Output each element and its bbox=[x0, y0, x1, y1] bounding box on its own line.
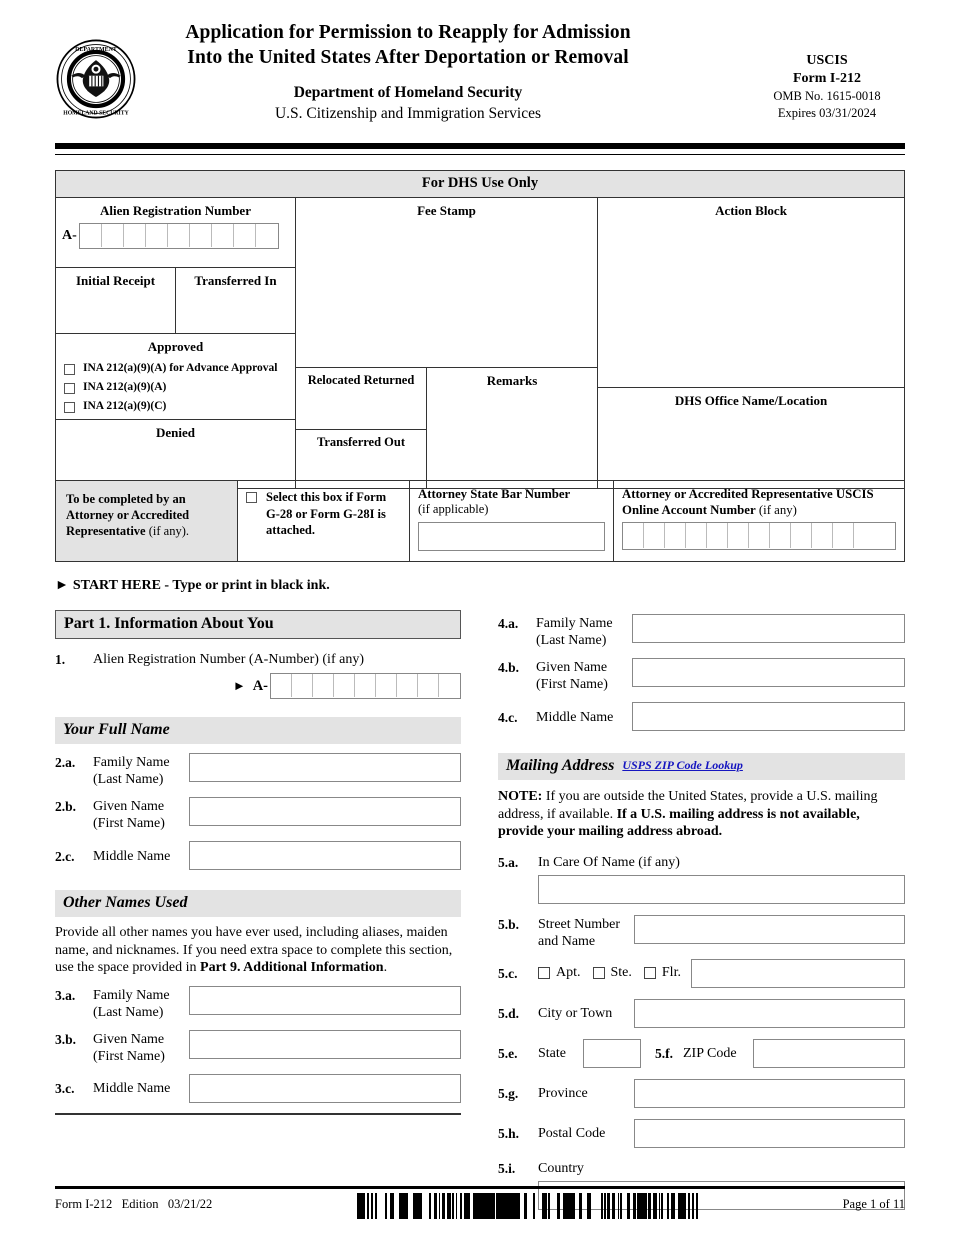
header-rule-thick bbox=[55, 143, 905, 149]
comb-cell[interactable] bbox=[707, 523, 728, 548]
comb-cell[interactable] bbox=[256, 224, 278, 247]
svg-text:HOMELAND SECURITY: HOMELAND SECURITY bbox=[63, 110, 129, 117]
comb-cell[interactable] bbox=[124, 224, 146, 247]
expiration-date: Expires 03/31/2024 bbox=[777, 106, 877, 120]
comb-cell[interactable] bbox=[728, 523, 749, 548]
item-5h-input[interactable] bbox=[634, 1119, 905, 1148]
item-5a-input[interactable] bbox=[538, 875, 905, 904]
item-5h-number: 5.h. bbox=[498, 1126, 520, 1141]
dhs-approved-option-row[interactable] bbox=[64, 400, 295, 413]
dhs-transferred-in-cell[interactable] bbox=[176, 268, 295, 333]
field-input[interactable] bbox=[632, 702, 905, 731]
uscis-label: USCIS bbox=[806, 53, 848, 68]
field-label bbox=[536, 658, 632, 693]
mailing-note-text: If you are outside the United States, provide a U.S. mailing address, if available. bbox=[498, 789, 878, 822]
field-label-line-2: (Last Name) bbox=[93, 1004, 164, 1020]
start-here-instruction bbox=[55, 578, 330, 594]
item-5e-number: 5.e. bbox=[498, 1046, 518, 1061]
dhs-use-only-title: For DHS Use Only bbox=[56, 171, 904, 198]
comb-cell[interactable] bbox=[791, 523, 812, 548]
item-5e-input[interactable] bbox=[583, 1039, 641, 1068]
dhs-approved-option-label: INA 212(a)(9)(A) bbox=[83, 381, 167, 393]
dhs-seal-icon bbox=[55, 38, 137, 120]
dhs-fee-stamp-label: Fee Stamp bbox=[417, 203, 476, 218]
field-number: 4.a. bbox=[498, 616, 519, 631]
item-5d-label: City or Town bbox=[538, 1006, 613, 1021]
barcode-bar bbox=[357, 1193, 365, 1219]
dhs-column-right bbox=[598, 198, 904, 488]
attorney-g28-cell[interactable] bbox=[238, 481, 410, 561]
comb-cell[interactable] bbox=[313, 674, 334, 697]
field-input[interactable] bbox=[189, 986, 461, 1015]
comb-cell[interactable] bbox=[190, 224, 212, 247]
field-label-line-1: Family Name bbox=[536, 616, 613, 631]
name-field-row bbox=[55, 841, 461, 870]
field-label-line-2: (First Name) bbox=[93, 1048, 165, 1064]
other-names-used-heading: Other Names Used bbox=[55, 890, 461, 917]
item-5f-label: ZIP Code bbox=[683, 1046, 737, 1061]
triangle-right-icon: ► bbox=[232, 678, 246, 693]
g28-attached-label: Select this box if Form G-28 or Form G-28I is attached. bbox=[266, 490, 387, 537]
name-field-row bbox=[55, 753, 461, 788]
item-5f-input[interactable] bbox=[753, 1039, 905, 1068]
ste-checkbox[interactable] bbox=[593, 967, 605, 979]
field-label-line-1: Given Name bbox=[536, 660, 608, 675]
ste-label: Ste. bbox=[610, 965, 632, 980]
dhs-office-label: DHS Office Name/Location bbox=[674, 393, 828, 408]
dhs-denied-label: Denied bbox=[156, 425, 195, 440]
comb-cell[interactable] bbox=[397, 674, 418, 697]
part-1-heading: Part 1. Information About You bbox=[55, 610, 461, 639]
other-names-instruction bbox=[55, 924, 461, 977]
comb-cell[interactable] bbox=[644, 523, 665, 548]
field-number: 3.b. bbox=[55, 1031, 77, 1047]
form-footer bbox=[55, 1193, 905, 1219]
your-full-name-rows bbox=[55, 753, 461, 870]
dhs-remarks-label: Remarks bbox=[486, 373, 538, 388]
dhs-approved-label: Approved bbox=[147, 339, 204, 354]
dhs-use-only-block bbox=[55, 170, 905, 489]
item-5c-number: 5.c. bbox=[498, 966, 518, 981]
dhs-a-number-input[interactable] bbox=[79, 223, 279, 249]
dhs-a-prefix: A- bbox=[62, 228, 77, 243]
field-label-line-1: Given Name bbox=[93, 1031, 165, 1047]
dhs-denied-cell[interactable] bbox=[56, 419, 295, 465]
barcode-bar bbox=[696, 1193, 698, 1219]
left-column bbox=[55, 610, 461, 1103]
comb-cell[interactable] bbox=[749, 523, 770, 548]
field-number: 2.c. bbox=[55, 848, 75, 864]
field-input[interactable] bbox=[189, 841, 461, 870]
item-5g-input[interactable] bbox=[634, 1079, 905, 1108]
name-field-row bbox=[498, 702, 905, 731]
item-5b-input[interactable] bbox=[634, 915, 905, 944]
dhs-approved-option-checkbox[interactable] bbox=[64, 402, 75, 413]
question-1-input-row bbox=[55, 673, 461, 699]
item-5i-label: Country bbox=[538, 1160, 584, 1176]
field-input[interactable] bbox=[189, 753, 461, 782]
field-label bbox=[93, 1079, 189, 1097]
page-title-line-2: Into the United States After Deportation or Removal bbox=[187, 47, 629, 68]
comb-cell[interactable] bbox=[102, 224, 124, 247]
item-5b-label-line-2: and Name bbox=[538, 933, 596, 949]
attorney-online-account-label: Attorney or Accredited Representative USCIS Online Account Number bbox=[622, 487, 874, 517]
name-field-row bbox=[55, 1030, 461, 1065]
attorney-bar-number-sublabel: (if applicable) bbox=[418, 502, 489, 516]
field-label bbox=[536, 614, 632, 649]
comb-cell[interactable] bbox=[271, 674, 292, 697]
dhs-remarks-cell[interactable] bbox=[427, 368, 597, 488]
dhs-column-middle bbox=[296, 198, 598, 488]
field-input[interactable] bbox=[189, 1074, 461, 1103]
comb-cell[interactable] bbox=[812, 523, 833, 548]
field-label-line-1: Middle Name bbox=[93, 1081, 171, 1096]
other-names-rows bbox=[55, 986, 461, 1103]
agency-name: Department of Homeland Security bbox=[293, 84, 523, 101]
other-names-instruction-bold: Part 9. Additional Information bbox=[200, 960, 384, 975]
apt-label: Apt. bbox=[556, 965, 581, 980]
field-input[interactable] bbox=[632, 614, 905, 643]
field-input[interactable] bbox=[189, 1030, 461, 1059]
dhs-approved-option-row[interactable] bbox=[64, 362, 295, 375]
dhs-initial-receipt-cell[interactable] bbox=[56, 268, 176, 333]
dhs-column-left bbox=[56, 198, 296, 488]
field-label-line-1: Middle Name bbox=[536, 709, 614, 725]
other-names-instruction-part-1: Provide all other names you have ever used, including aliases, maiden name, and nicknames. If you need extra space to complete this section, use the space provided in bbox=[55, 925, 453, 975]
attorney-instruction-normal: (if any). bbox=[145, 524, 189, 538]
dhs-fee-stamp-cell[interactable] bbox=[296, 198, 597, 368]
comb-cell[interactable] bbox=[665, 523, 686, 548]
dhs-relocated-returned-label: Relocated Returned bbox=[307, 373, 415, 387]
field-label-line-2: (Last Name) bbox=[93, 772, 164, 787]
field-label-line-2: (Last Name) bbox=[536, 633, 607, 648]
attorney-bar-number-label: Attorney State Bar Number bbox=[418, 487, 571, 501]
other-names-instruction-part-2: . bbox=[383, 960, 388, 975]
comb-cell[interactable] bbox=[334, 674, 355, 697]
comb-cell[interactable] bbox=[234, 224, 256, 247]
item-5d-input[interactable] bbox=[634, 999, 905, 1028]
other-names-rows-continued bbox=[498, 614, 905, 731]
comb-cell[interactable] bbox=[168, 224, 190, 247]
field-label bbox=[93, 753, 189, 788]
attorney-instruction-bold: To be completed by an Attorney or Accredited Representative bbox=[66, 492, 190, 538]
svg-text:DEPARTMENT: DEPARTMENT bbox=[75, 47, 117, 54]
form-meta-block bbox=[742, 52, 912, 122]
item-5g-number: 5.g. bbox=[498, 1086, 519, 1101]
comb-cell[interactable] bbox=[770, 523, 791, 548]
item-5a-label: In Care Of Name (if any) bbox=[538, 854, 680, 870]
comb-cell[interactable] bbox=[686, 523, 707, 548]
field-number: 4.b. bbox=[498, 660, 520, 675]
dhs-arn-label: Alien Registration Number bbox=[100, 203, 251, 218]
item-5a-number: 5.a. bbox=[498, 854, 519, 870]
dhs-office-cell[interactable] bbox=[598, 388, 904, 488]
agency-subname: U.S. Citizenship and Immigration Services bbox=[274, 105, 542, 122]
item-5b-label-line-1: Street Number bbox=[538, 916, 621, 932]
item-5h-label: Postal Code bbox=[538, 1126, 606, 1141]
mailing-note-label: NOTE: bbox=[498, 789, 543, 804]
field-label bbox=[93, 797, 189, 832]
your-full-name-heading: Your Full Name bbox=[55, 717, 461, 744]
field-number: 3.c. bbox=[55, 1081, 75, 1096]
field-number: 3.a. bbox=[55, 987, 76, 1003]
form-number: Form I-212 bbox=[792, 71, 862, 86]
attorney-online-account-cell bbox=[614, 481, 904, 561]
dhs-approved-options-list bbox=[56, 358, 295, 419]
right-column bbox=[498, 605, 905, 1210]
field-label bbox=[93, 847, 189, 865]
attorney-block bbox=[55, 480, 905, 562]
field-label-line-2: (First Name) bbox=[536, 677, 608, 692]
mailing-note-bold: If a U.S. mailing address is not available, provide your mailing address abroad. bbox=[498, 806, 860, 839]
attorney-online-account-suffix: (if any) bbox=[755, 502, 797, 517]
item-5c-row bbox=[498, 959, 905, 988]
dhs-approved-option-row[interactable] bbox=[64, 381, 295, 394]
question-1-a-number-input[interactable] bbox=[270, 673, 461, 699]
page-title-line-1: Application for Permission to Reapply for Admission bbox=[185, 22, 631, 43]
item-5d-number: 5.d. bbox=[498, 1006, 520, 1021]
attorney-online-account-input[interactable] bbox=[622, 522, 896, 550]
dhs-approved-option-label: INA 212(a)(9)(A) for Advance Approval bbox=[83, 362, 278, 374]
dhs-action-block-cell[interactable] bbox=[598, 198, 904, 388]
field-label-line-1: Middle Name bbox=[93, 848, 171, 864]
flr-label: Flr. bbox=[661, 965, 681, 980]
field-label bbox=[93, 986, 189, 1021]
field-label-line-1: Family Name bbox=[93, 755, 170, 770]
attorney-bar-number-input[interactable] bbox=[418, 522, 605, 551]
name-field-row bbox=[55, 797, 461, 832]
item-5c-input[interactable] bbox=[691, 959, 905, 988]
comb-cell[interactable] bbox=[439, 674, 460, 697]
comb-cell[interactable] bbox=[418, 674, 439, 697]
dhs-approved-option-checkbox[interactable] bbox=[64, 364, 75, 375]
question-1-label: Alien Registration Number (A-Number) (if any) bbox=[93, 652, 364, 667]
field-label bbox=[93, 1030, 189, 1065]
name-field-row bbox=[498, 614, 905, 649]
footer-page-number: Page 1 of 11 bbox=[842, 1197, 905, 1211]
item-5i-number: 5.i. bbox=[498, 1160, 516, 1176]
field-input[interactable] bbox=[189, 797, 461, 826]
name-field-row bbox=[55, 1074, 461, 1103]
dhs-alien-registration-number-cell bbox=[56, 198, 295, 268]
header-rule-thin bbox=[55, 154, 905, 155]
item-5g-label: Province bbox=[538, 1086, 588, 1101]
dhs-transferred-in-label: Transferred In bbox=[194, 273, 277, 288]
flr-checkbox[interactable] bbox=[644, 967, 656, 979]
question-1-a-prefix: A- bbox=[252, 677, 268, 694]
name-field-row bbox=[498, 658, 905, 693]
comb-cell[interactable] bbox=[212, 224, 234, 247]
field-number: 2.b. bbox=[55, 799, 77, 814]
header-title-group bbox=[58, 20, 758, 124]
comb-cell[interactable] bbox=[146, 224, 168, 247]
omb-number: OMB No. 1615-0018 bbox=[773, 89, 881, 103]
start-here-text: START HERE - Type or print in black ink. bbox=[72, 578, 330, 593]
field-number: 4.c. bbox=[498, 709, 518, 725]
footer-edition: Form I-212 Edition 03/21/22 bbox=[55, 1197, 213, 1211]
barcode-bar bbox=[678, 1193, 686, 1219]
footer-rule bbox=[55, 1186, 905, 1189]
usps-zip-lookup-link[interactable]: USPS ZIP Code Lookup bbox=[622, 758, 743, 772]
comb-cell[interactable] bbox=[854, 523, 875, 548]
item-5b-number: 5.b. bbox=[498, 916, 520, 932]
comb-cell[interactable] bbox=[623, 523, 644, 548]
mailing-address-heading-text: Mailing Address bbox=[506, 757, 615, 774]
mailing-address-note bbox=[498, 788, 905, 841]
comb-cell[interactable] bbox=[292, 674, 313, 697]
mailing-address-heading bbox=[498, 753, 905, 780]
field-label-line-1: Given Name bbox=[93, 799, 165, 814]
attorney-instruction-cell bbox=[56, 481, 238, 561]
field-label-line-1: Family Name bbox=[93, 987, 170, 1003]
g28-attached-checkbox[interactable] bbox=[246, 492, 257, 503]
field-input[interactable] bbox=[632, 658, 905, 687]
dhs-approved-cell bbox=[56, 334, 295, 488]
dhs-approved-option-checkbox[interactable] bbox=[64, 383, 75, 394]
field-number: 2.a. bbox=[55, 755, 76, 770]
field-label-line-2: (First Name) bbox=[93, 816, 165, 831]
apt-checkbox[interactable] bbox=[538, 967, 550, 979]
comb-cell[interactable] bbox=[376, 674, 397, 697]
dhs-transferred-out-label: Transferred Out bbox=[316, 435, 406, 449]
item-5e-label: State bbox=[538, 1046, 566, 1061]
form-header bbox=[0, 0, 960, 122]
item-5f-number: 5.f. bbox=[655, 1046, 673, 1061]
comb-cell[interactable] bbox=[833, 523, 854, 548]
left-column-divider bbox=[55, 1113, 461, 1115]
comb-cell[interactable] bbox=[355, 674, 376, 697]
dhs-relocated-returned-cell[interactable] bbox=[296, 368, 426, 430]
question-1-number: 1. bbox=[55, 652, 66, 667]
item-5b-label bbox=[538, 915, 634, 950]
comb-cell[interactable] bbox=[80, 224, 102, 247]
name-field-row bbox=[55, 986, 461, 1021]
dhs-receipt-row bbox=[56, 268, 295, 334]
triangle-right-icon: ► bbox=[55, 578, 69, 593]
dhs-initial-receipt-label: Initial Receipt bbox=[75, 273, 156, 288]
form-barcode bbox=[357, 1193, 698, 1219]
field-label bbox=[536, 708, 632, 726]
dhs-action-block-label: Action Block bbox=[715, 203, 787, 218]
dhs-approved-option-label: INA 212(a)(9)(C) bbox=[83, 400, 167, 412]
attorney-bar-number-cell bbox=[410, 481, 614, 561]
